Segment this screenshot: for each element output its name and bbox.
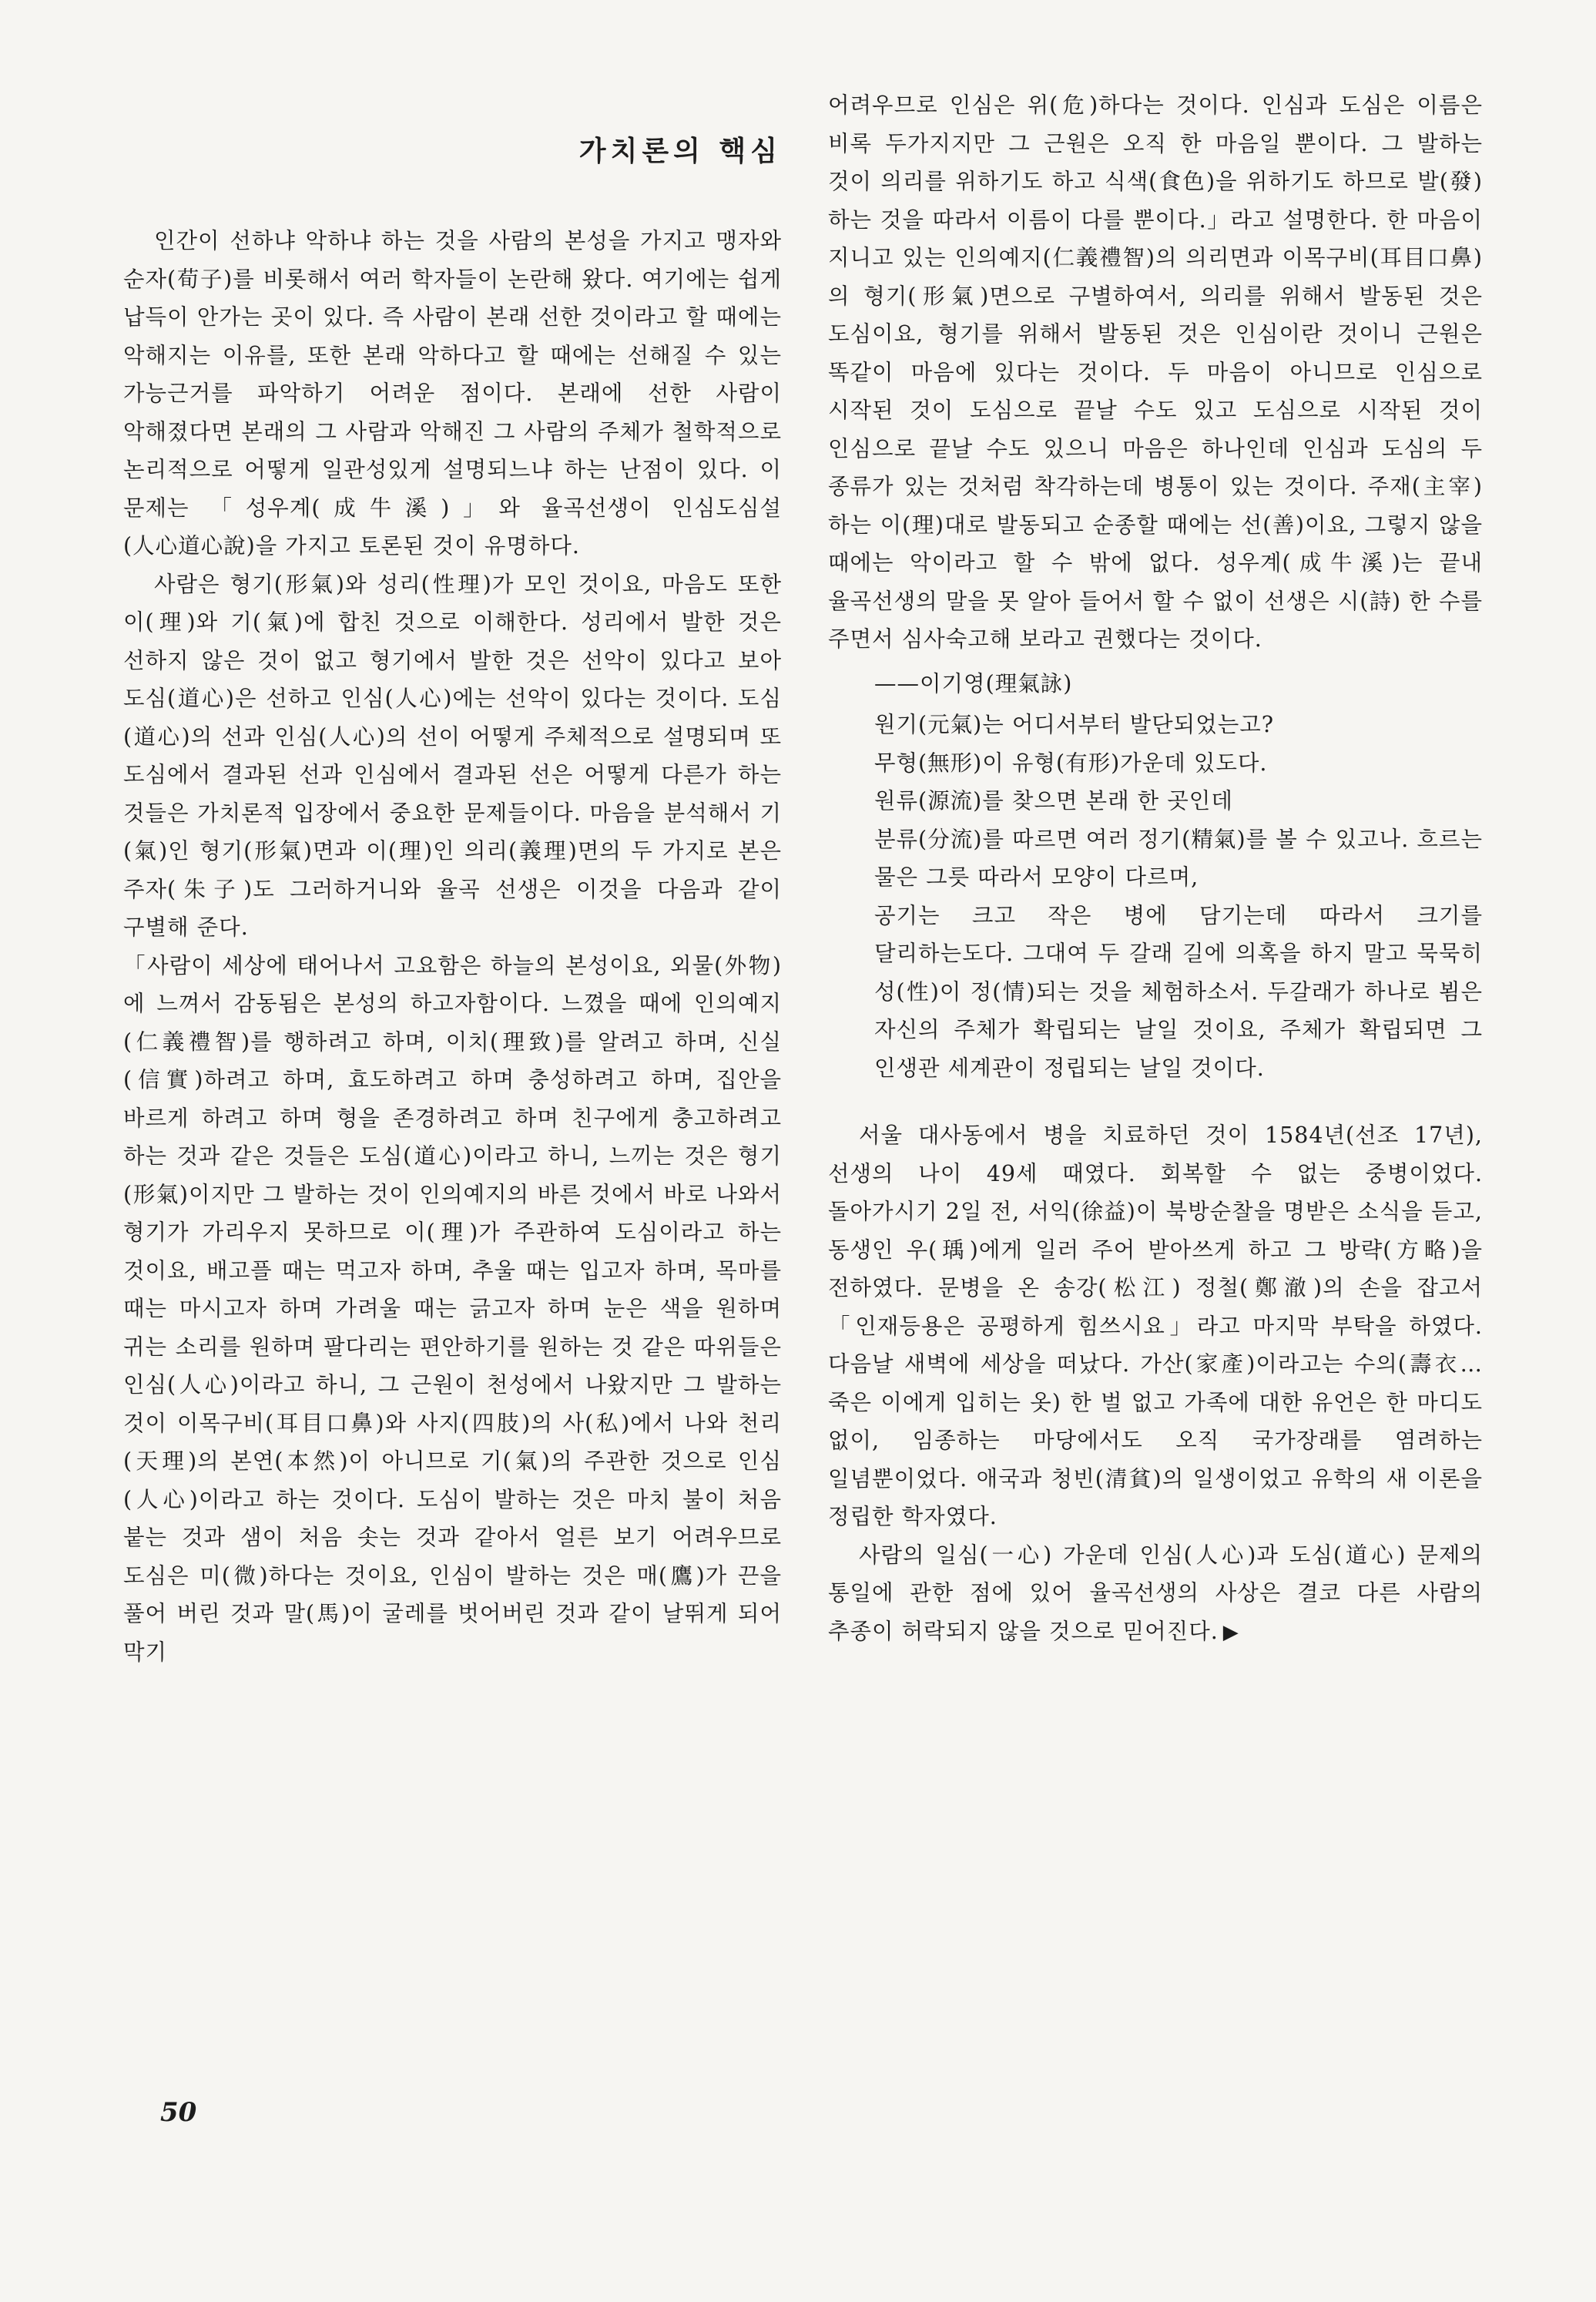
article-title: 가치론의 핵심 <box>578 136 782 167</box>
body-paragraph: 서울 대사동에서 병을 치료하던 것이 1584년(선조 17년), 선생의 나이 49세 때였다. 회복할 수 없는 중병이었다. 돌아가시기 2일 전, 서익(徐益)이 북방순찰을 명받은 소식을 듣고, 동생인 우(瑀)에게 일러 주어 받아쓰게 하고 그 방략(方略)을 전하였다. 문병을 온 송강(松江) 정철(鄭澈)의 손을 잡고서 「인재등용은 공평하게 힘쓰시요」라고 마지막 부탁을 하였다. 다음날 새벽에 세상을 떠났다. 가산(家產)이라고는 수의(壽衣…죽은 이에게 입히는 옷) 한 벌 없고 가족에 대한 유언은 한 마디도 없이, 임종하는 마당에서도 오직 국가장래를 염려하는 일념뿐이었다. 애국과 청빈(清貧)의 일생이었고 유학의 새 이론을 정립한 학자였다. <box>828 1122 1483 1529</box>
body-paragraph: 인간이 선하냐 악하냐 하는 것을 사람의 본성을 가지고 맹자와 순자(荀子)를 비롯해서 여러 학자들이 논란해 왔다. 여기에는 쉽게 납득이 안가는 곳이 있다. 즉 사람이 본래 선한 것이라고 할 때에는 악해지는 이유를, 또한 본래 악하다고 할 때에는 선해질 수 있는 가능근거를 파악하기 어려운 점이다. 본래에 선한 사람이 악해졌다면 본래의 그 사람과 악해진 그 사람의 주체가 철학적으로 논리적으로 어떻게 일관성있게 설명되느냐 하는 난점이 있다. 이 문제는 「성우계(成牛溪)」와 율곡선생이 인심도심설(人心道心說)을 가지고 토론된 것이 유명하다. <box>123 228 782 559</box>
quote-paragraph: 「사람이 세상에 태어나서 고요함은 하늘의 본성이요, 외물(外物)에 느껴서 감동됨은 본성의 하고자함이다. 느꼈을 때에 인의예지(仁義禮智)를 행하려고 하며, 이치(理致)를 알려고 하며, 신실(信實)하려고 하며, 효도하려고 하며 충성하려고 하며, 집안을 바르게 하려고 하며 형을 존경하려고 하며 친구에게 충고하려고 하는 것과 같은 것들은 도심(道心)이라고 하니, 느끼는 것은 형기(形氣)이지만 그 발하는 것이 인의예지의 바른 것에서 바로 나와서 형기가 가리우지 못하므로 이(理)가 주관하여 도심이라고 하는 것이요, 배고플 때는 먹고자 하며, 추울 때는 입고자 하며, 목마를 때는 마시고자 하며 가려울 때는 긁고자 하며 눈은 색을 원하며 귀는 소리를 원하며 팔다리는 편안하기를 원하는 것 같은 따위들은 인심(人心)이라고 하니, 그 근원이 천성에서 나왔지만 그 발하는 것이 이목구비(耳目口鼻)와 사지(四肢)의 사(私)에서 나와 천리(天理)의 본연(本然)이 아니므로 기(氣)의 주관한 것으로 인심(人心)이라고 하는 것이다. 도심이 발하는 것은 마치 불이 처음 붙는 것과 샘이 처음 솟는 것과 같아서 얼른 보기 어려우므로 도심은 미(微)하다는 것이요, 인심이 발하는 것은 매(鷹)가 끈을 풀어 버린 것과 말(馬)이 굴레를 벗어버린 것과 같이 날뛰게 되어 막기 <box>123 952 782 1665</box>
left-column-body <box>123 222 782 1671</box>
poem-attribution: ——이기영(理氣詠) <box>874 670 1073 696</box>
poem-line: 무형(無形)이 유형(有形)가운데 있도다. <box>874 750 1268 776</box>
poem-line: 분류(分流)를 따르면 여러 정기(精氣)를 볼 수 있고나. 흐르는 물은 그릇 따라서 모양이 다르며, <box>874 826 1483 890</box>
page-number: 50 <box>160 2097 197 2128</box>
closing-paragraph-text: 사람의 일심(一心) 가운데 인심(人心)과 도심(道心) 문제의 통일에 관한 점에 있어 율곡선생의 사상은 결코 다른 사람의 추종이 허락되지 않을 것으로 믿어진다. <box>828 1542 1483 1644</box>
end-arrow-icon: ▶ <box>1222 1620 1239 1644</box>
poem-line: 원류(源流)를 찾으면 본래 한 곳인데 <box>874 788 1233 814</box>
body-paragraph: 사람은 형기(形氣)와 성리(性理)가 모인 것이요, 마음도 또한 이(理)와 기(氣)에 합친 것으로 이해한다. 성리에서 발한 것은 선하지 않은 것이 없고 형기에서 발한 것은 선악이 있다고 보아 도심(道心)은 선하고 인심(人心)에는 선악이 있다는 것이다. 도심(道心)의 선과 인심(人心)의 선이 어떻게 주체적으로 설명되며 또 도심에서 결과된 선과 인심에서 결과된 선은 어떻게 다른가 하는 것들은 가치론적 입장에서 중요한 문제들이다. 마음을 분석해서 기(氣)인 형기(形氣)면과 이(理)인 의리(義理)면의 두 가지로 본은 주자(朱子)도 그러하거니와 율곡 선생은 이것을 다음과 같이 구별해 준다. <box>123 571 782 940</box>
continued-paragraph: 어려우므로 인심은 위(危)하다는 것이다. 인심과 도심은 이름은 비록 두가지지만 그 근원은 오직 한 마음일 뿐이다. 그 발하는 것이 의리를 위하기도 하고 식색(食色)을 위하기도 하므로 발(發)하는 것을 따라서 이름이 다를 뿐이다.」라고 설명한다. 한 마음이 지니고 있는 인의예지(仁義禮智)의 의리면과 이목구비(耳目口鼻)의 형기(形氣)면으로 구별하여서, 의리를 위해서 발동된 것은 도심이요, 형기를 위해서 발동된 것은 인심이란 것이니 근원은 똑같이 마음에 있다는 것이다. 두 마음이 아니므로 인심으로 시작된 것이 도심으로 끝날 수도 있고 도심으로 시작된 것이 인심으로 끝날 수도 있으니 마음은 하나인데 인심과 도심의 두 종류가 있는 것처럼 착각하는데 병통이 있는 것이다. 주재(主宰)하는 이(理)대로 발동되고 순종할 때에는 선(善)이요, 그렇지 않을 때에는 악이라고 할 수 밖에 없다. 성우계(成牛溪)는 끝내 율곡선생의 말을 못 알아 들어서 할 수 없이 선생은 시(詩) 한 수를 주면서 심사숙고해 보라고 권했다는 것이다. <box>828 92 1483 652</box>
poem-block <box>828 665 1483 1088</box>
poem-line: 공기는 크고 작은 병에 담기는데 따라서 크기를 달리하는도다. 그대여 두 갈래 길에 의혹을 하지 말고 묵묵히 성(性)이 정(情)되는 것을 체험하소서. 두갈래가 하나로 뵘은 자신의 주체가 확립되는 날일 것이요, 주체가 확립되면 그 인생관 세계관이 정립되는 날일 것이다. <box>874 902 1483 1081</box>
poem-line: 원기(元氣)는 어디서부터 발단되었는고? <box>874 712 1275 737</box>
right-column-body <box>828 86 1483 1652</box>
closing-paragraph <box>828 1536 1483 1653</box>
